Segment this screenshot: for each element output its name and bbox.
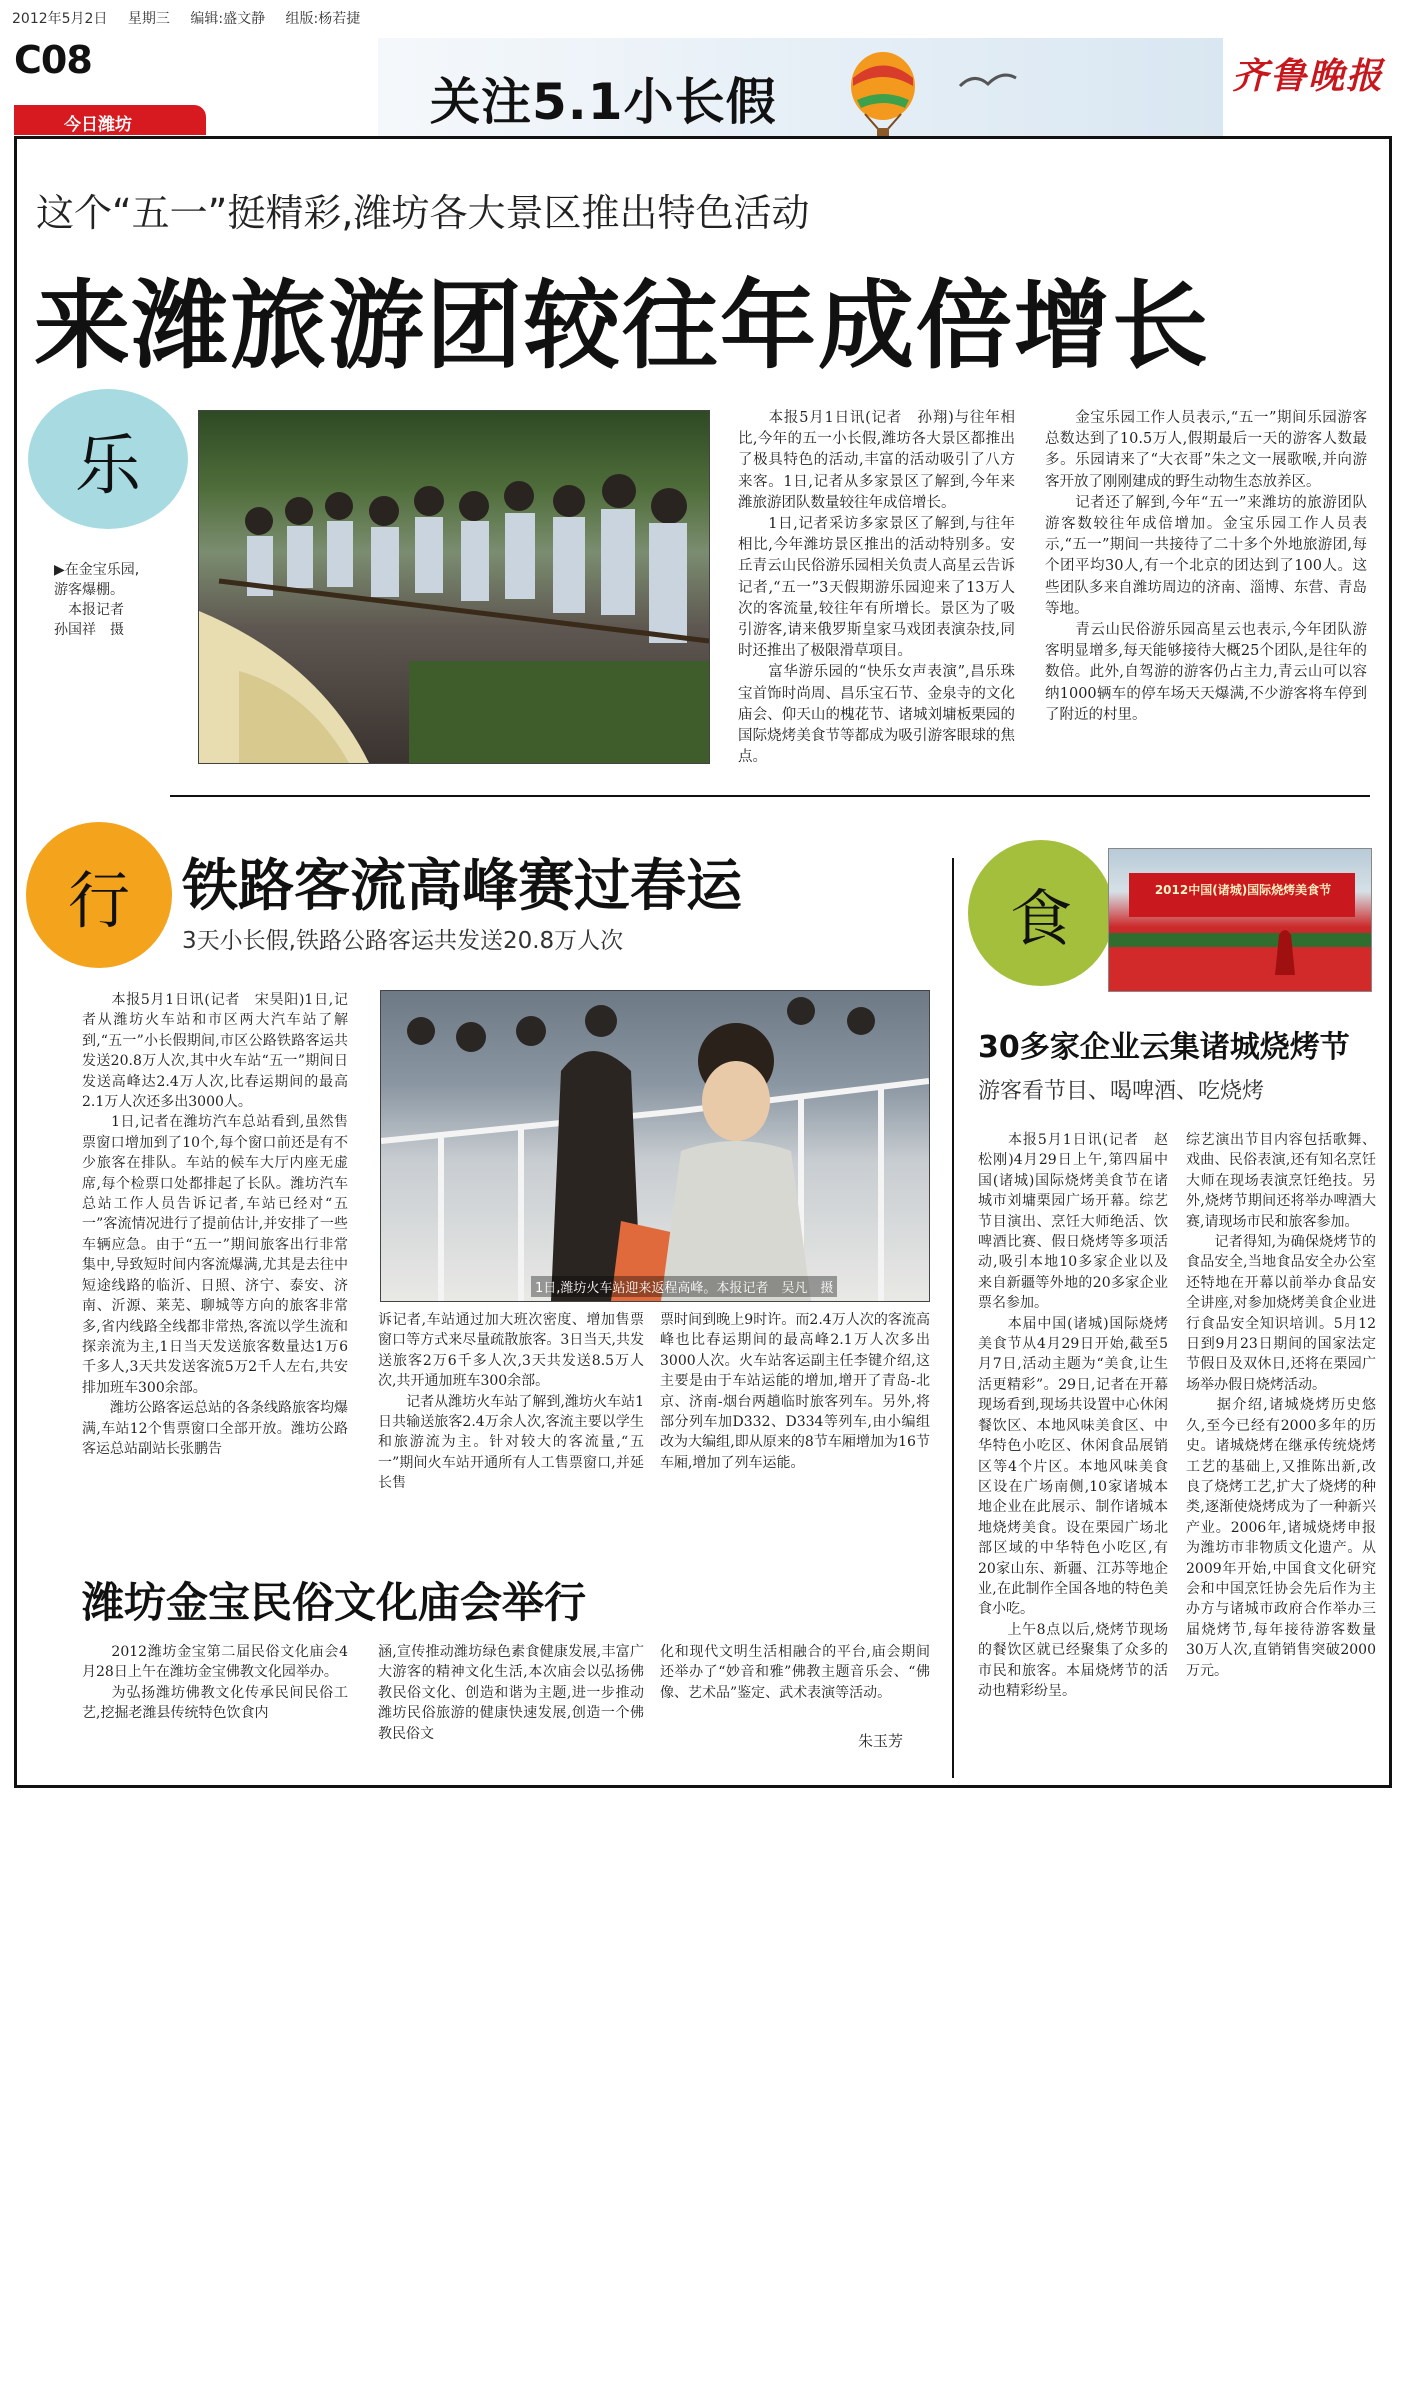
issue-weekday: 星期三 [127,11,170,27]
layout-credit: 组版:杨若捷 [285,11,361,27]
hot-air-balloon-icon [843,48,923,140]
rail-col-2: 诉记者,车站通过加大班次密度、增加售票窗口等方式来尽量疏散旅客。3日当天,共发送旅客2万6千多人次,3天共发送8.5万人次,共开通加班车300余部。 记者从潍坊火车站了解到,潍坊火车站1日共输送旅客2.4万余人次,客流主要以学生和旅游流为主。针对较大的客流量,“五一”期间火车站开通所有人工售票窗口,并延长售 [378,1312,644,1492]
rail-photo-caption: 1日,潍坊火车站迎来返程高峰。本报记者 吴凡 摄 [531,1276,837,1297]
lead-divider [170,795,1370,797]
rail-headline: 铁路客流高峰赛过春运 [182,854,742,919]
masthead-logo: 齐鲁晚报 [1232,55,1385,97]
rail-col-1: 本报5月1日讯(记者 宋昊阳)1日,记者从潍坊火车站和市区两大汽车站了解到,“五一”小长假期间,市区公路铁路客运共发送20.8万人次,其中火车站“五一”期间日发送高峰达2.4万人次,比春运期间的最高2.1万人次还多出3000人。 1日,记者在潍坊汽车总站看到,虽然售票窗口增加到了10个,每个窗口前还是有不少旅客在排队。车站的候车大厅内座无虚席,每个检票口处都排起了长队。潍坊汽车总站工作人员告诉记者,车站已经对“五一”客流情况进行了提前估计,并安排了一些车辆应急。由于“五一”期间旅客出行非常集中,导致短时间内客流爆满,尤其是去往中短途线路的临沂、日照、济宁、泰安、济南、沂源、莱芜、聊城等方向的旅客非常多,省内线路全线都非常热,客流以学生流和探亲流为主,1日当天发送旅客数量达1万6千多人,3天共发送客流5万2千人左右,共安排加班车300余部。 潍坊公路客运总站的各条线路旅客均爆满,车站12个售票窗口全部开放。潍坊公路客运总站副站长张鹏告 [82,992,348,1457]
badge-xing-text: 行 [67,863,130,937]
badge-shi [968,840,1114,986]
bbq-photo-banner: 2012中国(诸城)国际烧烤美食节 [1154,883,1332,897]
bbq-photo [1108,848,1372,992]
badge-xing [26,822,172,968]
lead-headline: 来潍旅游团较往年成倍增长 [34,270,1210,382]
lead-photo-caption: ▶在金宝乐园, 游客爆棚。 本报记者 孙国祥 摄 [54,562,140,638]
temple-col-3: 化和现代文明生活相融合的平台,庙会期间还举办了“妙音和雅”佛教主题音乐会、“佛像、艺术品”鉴定、武术表演等活动。 [660,1644,930,1701]
lead-kicker: 这个“五一”挺精彩,潍坊各大景区推出特色活动 [36,191,810,235]
section-tab [14,105,206,135]
badge-le [28,389,188,529]
frame-top-rule [14,136,1392,139]
badge-shi-text: 食 [1009,881,1072,955]
bbq-headline: 30多家企业云集诸城烧烤节 [978,1030,1350,1065]
temple-author: 朱玉芳 [858,1732,904,1750]
editor-credit: 编辑:盛文静 [190,11,266,27]
header-meta [12,8,360,28]
column-divider [952,858,954,1778]
rail-subhead: 3天小长假,铁路公路客运共发送20.8万人次 [182,928,624,954]
banner-title: 关注5.1小长假 [430,73,777,131]
bbq-stage-scene [1109,849,1371,991]
section-label: 今日潍坊 [64,115,132,135]
lead-col-2: 金宝乐园工作人员表示,“五一”期间乐园游客总数达到了10.5万人,假期最后一天的游客人数最多。乐园请来了“大衣哥”朱之文一展歌喉,并向游客开放了刚刚建成的野生动物生态放养区。 记者还了解到,今年“五一”来潍坊的旅游团队游客数较往年成倍增加。金宝乐园工作人员表示,“五一”期间一共接待了二十多个外地旅游团,每个团平均30人,有一个北京的团达到了100人。这些团队多来自潍坊周边的济南、淄博、东营、青岛等地。 青云山民俗游乐园高星云也表示,今年团队游客明显增多,每天能够接待大概25个团队,是往年的数倍。此外,自驾游的游客仍占主力,青云山可以容纳1000辆车的停车场天天爆满,不少游客将车停到了附近的村里。 [1045,410,1367,723]
temple-col-1: 2012潍坊金宝第二届民俗文化庙会4月28日上午在潍坊金宝佛教文化园举办。 为弘扬潍坊佛教文化传承民间民俗工艺,挖掘老潍县传统特色饮食内 [82,1644,348,1722]
crowd-scene [199,411,709,763]
railway-crowd-scene [381,991,929,1301]
lead-col-1: 本报5月1日讯(记者 孙翔)与往年相比,今年的五一小长假,潍坊各大景区都推出了极具特色的活动,丰富的活动吸引了八方来客。1日,记者从多家景区了解到,今年来潍旅游团队数量较往年成倍增长。 1日,记者采访多家景区了解到,与往年相比,今年潍坊景区推出的活动特别多。安丘青云山民俗游乐园相关负责人高星云告诉记者,“五一”3天假期游乐园迎来了13万人次的客流量,较往年有所增长。景区为了吸引游客,请来俄罗斯皇家马戏团表演杂技,同时还推出了极限滑草项目。 富华游乐园的“快乐女声表演”,昌乐珠宝首饰时尚周、昌乐宝石节、金泉寺的文化庙会、仰天山的槐花节、诸城刘墉板栗园的国际烧烤美食节等都成为吸引游客眼球的焦点。 [738,410,1015,766]
rail-photo [380,990,930,1302]
seagull-icon [958,68,1018,98]
issue-date: 2012年5月2日 [12,11,108,27]
banner-strip [378,38,1223,138]
bbq-subhead: 游客看节目、喝啤酒、吃烧烤 [978,1079,1265,1104]
lead-photo [198,410,710,764]
temple-headline: 潍坊金宝民俗文化庙会举行 [82,1578,587,1627]
bbq-col-2: 综艺演出节目内容包括歌舞、戏曲、民俗表演,还有知名烹饪大师在现场表演烹饪绝技。另外,烧烤节期间还将举办啤酒大赛,请现场市民和旅客参加。 记者得知,为确保烧烤节的食品安全,当地食品安全办公室还特地在开幕以前举办食品安全讲座,对参加烧烤美食企业进行食品安全知识培训。5月12日到9月23日期间的国家法定节假日及双休日,还将在栗园广场举办假日烧烤活动。 据介绍,诸城烧烤历史悠久,至今已经有2000多年的历史。诸城烧烤在继承传统烧烤工艺的基础上,又推陈出新,改良了烧烤工艺,扩大了烧烤的种类,逐渐使烧烤成为了一种新兴产业。2006年,诸城烧烤申报为潍坊市非物质文化遗产。从2009年开始,中国食文化研究会和中国烹饪协会先后作为主办方与诸城市政府合作举办三届烧烤节,每年接待游客数量30万人次,直销销售突破2000万元。 [1186,1132,1376,1679]
rail-col-3: 票时间到晚上9时许。而2.4万人次的客流高峰也比春运期间的最高峰2.1万人次多出3000人次。火车站客运副主任李键介绍,这主要是由于车站运能的增加,增开了青岛-北京、济南-烟台两趟临时旅客列车。另外,将部分列车加D332、D334等列车,由小编组改为大编组,即从原来的8节车厢增加为16节车厢,增加了列车运能。 [660,1312,930,1471]
temple-col-2: 涵,宣传推动潍坊绿色素食健康发展,丰富广大游客的精神文化生活,本次庙会以弘扬佛教民俗文化、创造和谐为主题,进一步推动潍坊民俗旅游的健康快速发展,创造一个佛教民俗文 [378,1644,644,1742]
badge-le-text: 乐 [75,426,141,504]
page-number: C08 [14,38,92,82]
bbq-col-1: 本报5月1日讯(记者 赵松刚)4月29日上午,第四届中国(诸城)国际烧烤美食节在诸城市刘墉栗园广场开幕。综艺节目演出、烹饪大师绝活、饮啤酒比赛、假日烧烤等多项活动,吸引本地10多家企业以及来自新疆等外地的20多家企业票名参加。 本届中国(诸城)国际烧烤美食节从4月29日开始,截至5月7日,活动主题为“美食,让生活更精彩”。29日,记者在开幕现场看到,现场共设置中心休闲餐饮区、本地风味美食区、中华特色小吃区、休闲食品展销区等4个片区。本地风味美食区设在广场南侧,10家诸城本地企业在此展示、制作诸城本地烧烤美食。设在栗园广场北部区域的中华特色小吃区,有20家山东、新疆、江苏等地企业,在此制作全国各地的特色美食小吃。 上午8点以后,烧烤节现场的餐饮区就已经聚集了众多的市民和旅客。本届烧烤节的活动也精彩纷呈。 [978,1132,1168,1699]
